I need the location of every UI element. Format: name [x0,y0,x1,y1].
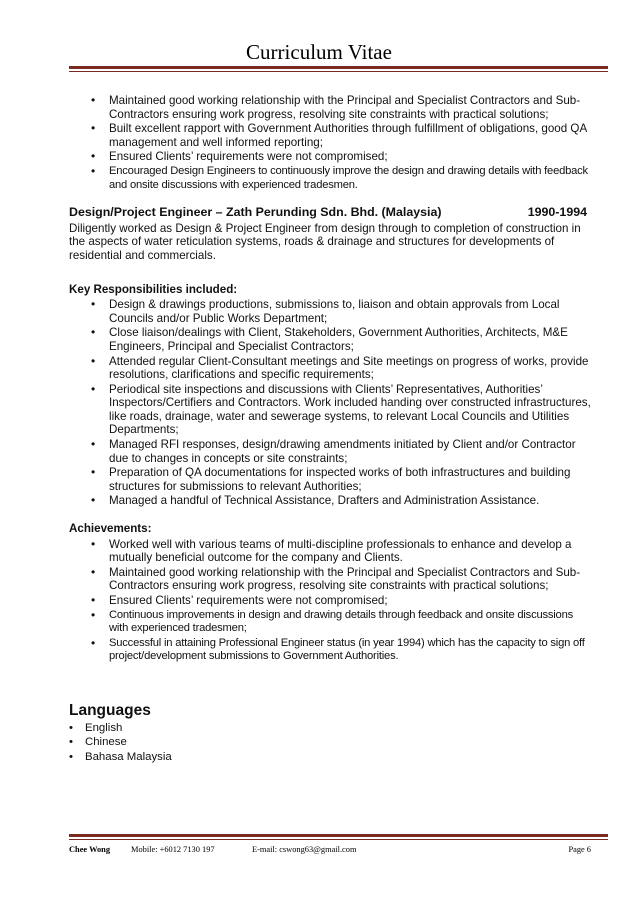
list-item: • Close liaison/dealings with Client, Stakeholders, Government Authorities, Architects, M&E Engineers, Principal and Specialist Contractors; [69,326,591,353]
list-item: • Worked well with various teams of multi-discipline professionals to enhance and develop a mutually beneficial outcome for the company and Clients. [69,538,591,565]
achievements-heading: Achievements: [69,522,152,536]
list-item: • Design & drawings productions, submissions to, liaison and obtain approvals from Local Councils and/or Public Works Department; [69,298,591,325]
job-description: Diligently worked as Design & Project Engineer from design through to completion of construction in the aspects of water reticulation systems, roads & drainage and structures for developments of residential and commercials. [69,221,581,262]
list-item: • Preparation of QA documentations for inspected works of both infrastructures and building structures for submissions to relevant Authorities; [69,466,591,493]
header-rule [69,66,608,69]
footer-email: E-mail: cswong63@gmail.com [252,845,357,854]
responsibilities-heading: Key Responsibilities included: [69,282,238,296]
languages-list [69,722,591,765]
list-item: • Built excellent rapport with Government Authorities through fulfillment of obligations, good QA management and well informed reporting; [69,122,591,149]
achievements-list [69,538,591,664]
job-title: Design/Project Engineer – Zath Perunding Sdn. Bhd. (Malaysia) [69,205,442,220]
document-body [69,94,591,765]
list-item: • Bahasa Malaysia [69,751,591,765]
footer-mobile: Mobile: +6012 7130 197 [131,845,215,854]
job-heading [69,206,591,220]
list-item: • Chinese [69,736,591,750]
header-rule-thin [69,71,608,72]
footer-rule-thin [69,839,608,840]
list-item: • Encouraged Design Engineers to continuously improve the design and drawing details with feedback and onsite discussions with experienced tradesmen. [69,165,591,192]
list-item: • Attended regular Client-Consultant meetings and Site meetings on progress of works, provide resolutions, clarifications and specific requirements; [69,355,591,382]
job-period: 1990-1994 [527,205,587,220]
list-item: • Periodical site inspections and discussions with Clients’ Representatives, Authorities’ Inspectors/Certifiers and Contractors. Work included handing over constructed infrastructures, like roads, drainage, water and sewerage systems, to relevant Local Councils and Utilities Departments; [69,383,591,437]
list-item: • Continuous improvements in design and drawing details through feedback and onsite discussions with experienced tradesmen; [69,609,591,636]
list-item: • Ensured Clients’ requirements were not compromised; [69,594,591,608]
list-item: • Managed RFI responses, design/drawing amendments initiated by Client and/or Contractor due to changes in concepts or site constraints; [69,438,591,465]
footer-page-number: Page 6 [568,845,591,854]
list-item: • Maintained good working relationship with the Principal and Specialist Contractors and Sub-Contractors ensuring work progress, resolving site constraints with practical solutions; [69,94,591,121]
list-item: • Maintained good working relationship with the Principal and Specialist Contractors and Sub-Contractors ensuring work progress, resolving site constraints with practical solutions; [69,566,591,593]
list-item: • Ensured Clients’ requirements were not compromised; [69,150,591,164]
responsibilities-list [69,298,591,508]
page-title: Curriculum Vitae [246,40,392,64]
list-item: • Managed a handful of Technical Assistance, Drafters and Administration Assistance. [69,494,591,508]
footer-rule [69,834,608,837]
footer-name: Chee Wong [69,845,111,854]
languages-heading: Languages [69,701,151,719]
list-item: • English [69,722,591,736]
top-bullet-list [69,94,591,192]
list-item: • Successful in attaining Professional Engineer status (in year 1994) which has the capacity to sign off project/development submissions to Government Authorities. [69,637,591,664]
